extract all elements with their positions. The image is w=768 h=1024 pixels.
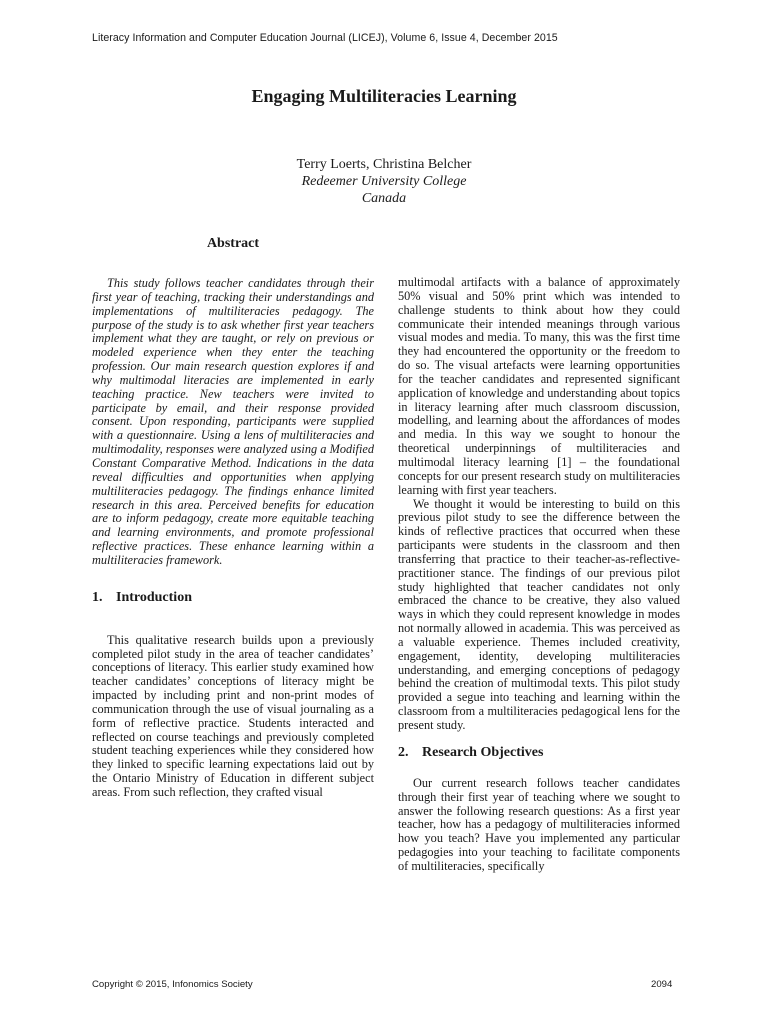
- abstract-heading: Abstract: [206, 236, 260, 251]
- section-number: 2.: [398, 744, 409, 760]
- section-heading-research-objectives: [398, 745, 680, 761]
- author-names: Terry Loerts, Christina Belcher: [296, 157, 472, 172]
- author-block: [0, 156, 768, 207]
- section-title: Research Objectives: [422, 744, 544, 760]
- abstract-text: This study follows teacher candidates through their first year of teaching, tracking their understandings and implementations of multiliteracies pedagogy. The purpose of the study is to ask whether first year teachers implement what they are taught, or rely on previous or modeled experience when they enter the teaching profession. Our main research question explores if and why multimodal literacies are implemented in early teaching practice. New teachers were invited to participate by email, and their response provided consent. Upon responding, participants were supplied with a questionnaire. Using a lens of multiliteracies and multimodality, responses were analyzed using a Modified Constant Comparative Method. Indications in the data reveal difficulties and opportunities when applying multiliteracies pedagogy. The findings enhance limited research in this area. Perceived benefits for education are to inform pedagogy, create more equitable teaching and learning environments, and promote professional reflective practices. These enhance learning within a multiliteracies framework.: [92, 276, 374, 567]
- paper-title: Engaging Multiliteracies Learning: [251, 86, 517, 106]
- right-column: [398, 276, 680, 874]
- running-header: Literacy Information and Computer Education Journal (LICEJ), Volume 6, Issue 4, December 2015: [92, 32, 558, 44]
- author-country: Canada: [361, 191, 407, 206]
- section-number: 1.: [92, 589, 103, 605]
- section-heading-introduction: [92, 590, 374, 606]
- author-affiliation: Redeemer University College: [301, 174, 467, 189]
- footer-copyright: Copyright © 2015, Infonomics Society: [92, 979, 253, 990]
- introduction-paragraph-continued: multimodal artifacts with a balance of approximately 50% visual and 50% print which was intended to challenge students to think about how they could communicate their intended meanings through various visual modes and media. To many, this was the first time they had encountered the opportunity or the freedom to do so. The visual artefacts were learning opportunities for the teacher candidates and represented significant application of knowledge and understanding about topics in literacy learning after much classroom discussion, modelling, and learning about the affordances of modes and media. In this way we sought to honour the theoretical underpinnings of multiliteracies and multimodal literacy learning [1] – the foundational concepts for our present research study on multiliteracies learning with first year teachers.: [398, 275, 680, 497]
- section-title: Introduction: [116, 589, 192, 605]
- research-objectives-paragraph: Our current research follows teacher candidates through their first year of teaching where we sought to answer the following research questions: As a first year teacher, how has a pedagogy of multiliteracies informed how you teach? Have you implemented any particular pedagogies into your teaching to facilitate components of multiliteracies, specifically: [398, 775, 680, 873]
- introduction-paragraph-2: We thought it would be interesting to build on this previous pilot study to see the difference between the kinds of reflective practices that occurred when these participants were students in the classroom and then transferring that practice to their teacher-as-reflective-practitioner stance. The findings of our previous pilot study highlighted that teacher candidates not only embraced the chance to be creative, they also valued ways in which they could represent knowledge in modes not normally allowed in academia. This was perceived as a valuable experience. Themes included creativity, engagement, identity, developing multiliteracies understanding, and emerging conceptions of pedagogy behind the creation of multimodal texts. This pilot study provided a segue into teaching and learning within the classroom from a multiliteracies pedagogical lens for the present study.: [398, 496, 680, 732]
- left-column: [92, 236, 374, 800]
- introduction-paragraph: This qualitative research builds upon a previously completed pilot study in the area of teacher candidates’ conceptions of literacy. This earlier study examined how teacher candidates’ conceptions of literacy might be impacted by including print and non-print modes of communication through the use of visual journaling as a form of reflective practice. Students interacted and reflected on course teachings and previously completed student teaching experiences while they considered how they linked to specific learning expectations laid out by the Ontario Ministry of Education in different subject areas. From such reflection, they crafted visual: [92, 632, 374, 799]
- footer-page-number: 2094: [651, 979, 673, 990]
